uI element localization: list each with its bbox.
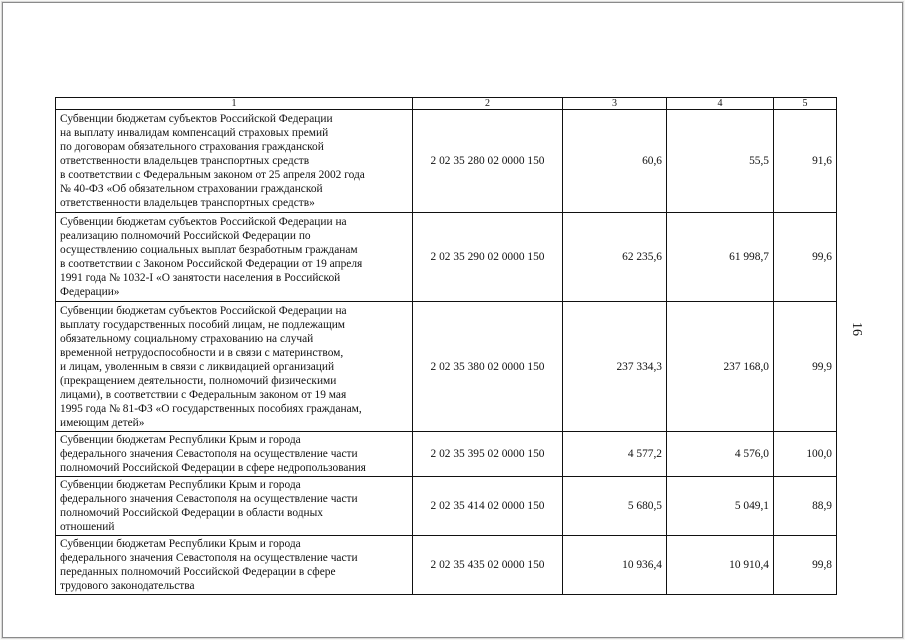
column-header-1: 1 bbox=[56, 98, 413, 110]
row-budget-code: 2 02 35 414 02 0000 150 bbox=[413, 477, 563, 536]
table-row bbox=[56, 213, 837, 302]
row-value-col4: 61 998,7 bbox=[667, 213, 774, 302]
row-budget-code: 2 02 35 395 02 0000 150 bbox=[413, 432, 563, 477]
table-row bbox=[56, 477, 837, 536]
table-row bbox=[56, 536, 837, 595]
table-row bbox=[56, 302, 837, 432]
row-value-col5: 99,9 bbox=[774, 302, 837, 432]
column-header-5: 5 bbox=[774, 98, 837, 110]
row-description: Субвенции бюджетам субъектов Российской Федерации на выплату инвалидам компенсаций страховых премий по договорам обязательного страхования гражданской ответственности владельцев транспортных средств в соответствии с Федеральным законом от 25 апреля 2002 года № 40-ФЗ «Об обязательном страховании гражданской ответственности владельцев транспортных средств» bbox=[56, 110, 413, 213]
row-value-col3: 237 334,3 bbox=[563, 302, 667, 432]
column-header-4: 4 bbox=[667, 98, 774, 110]
row-budget-code: 2 02 35 435 02 0000 150 bbox=[413, 536, 563, 595]
row-value-col4: 10 910,4 bbox=[667, 536, 774, 595]
row-value-col3: 60,6 bbox=[563, 110, 667, 213]
row-budget-code: 2 02 35 280 02 0000 150 bbox=[413, 110, 563, 213]
table-row bbox=[56, 110, 837, 213]
row-value-col3: 62 235,6 bbox=[563, 213, 667, 302]
row-value-col4: 5 049,1 bbox=[667, 477, 774, 536]
column-header-3: 3 bbox=[563, 98, 667, 110]
row-budget-code: 2 02 35 380 02 0000 150 bbox=[413, 302, 563, 432]
row-description: Субвенции бюджетам субъектов Российской Федерации на выплату государственных пособий лицам, не подлежащим обязательному социальному страхованию на случай временной нетрудоспособности и в связи с материнством, и лицам, уволенным в связи с ликвидацией организаций (прекращением деятельности, полномочий физическими лицами), в соответствии с Федеральным законом от 19 мая 1995 года № 81-ФЗ «О государственных пособиях гражданам, имеющим детей» bbox=[56, 302, 413, 432]
row-value-col5: 99,8 bbox=[774, 536, 837, 595]
column-number-row bbox=[56, 98, 837, 110]
row-value-col4: 55,5 bbox=[667, 110, 774, 213]
row-value-col5: 91,6 bbox=[774, 110, 837, 213]
budget-table bbox=[55, 97, 837, 595]
row-description: Субвенции бюджетам Республики Крым и города федерального значения Севастополя на осуществление части переданных полномочий Российской Федерации в сфере трудового законодательства bbox=[56, 536, 413, 595]
row-description: Субвенции бюджетам субъектов Российской Федерации на реализацию полномочий Российской Федерации по осуществлению социальных выплат безработным гражданам в соответствии с Законом Российской Федерации от 19 апреля 1991 года № 1032-I «О занятости населения в Российской Федерации» bbox=[56, 213, 413, 302]
table-row bbox=[56, 432, 837, 477]
row-description: Субвенции бюджетам Республики Крым и города федерального значения Севастополя на осуществление части полномочий Российской Федерации в сфере недропользования bbox=[56, 432, 413, 477]
row-description: Субвенции бюджетам Республики Крым и города федерального значения Севастополя на осуществление части полномочий Российской Федерации в области водных отношений bbox=[56, 477, 413, 536]
row-value-col3: 4 577,2 bbox=[563, 432, 667, 477]
row-value-col5: 99,6 bbox=[774, 213, 837, 302]
row-value-col4: 4 576,0 bbox=[667, 432, 774, 477]
row-value-col5: 100,0 bbox=[774, 432, 837, 477]
page-number: 16 bbox=[849, 322, 864, 336]
row-value-col4: 237 168,0 bbox=[667, 302, 774, 432]
column-header-2: 2 bbox=[413, 98, 563, 110]
row-value-col3: 10 936,4 bbox=[563, 536, 667, 595]
row-value-col5: 88,9 bbox=[774, 477, 837, 536]
row-budget-code: 2 02 35 290 02 0000 150 bbox=[413, 213, 563, 302]
row-value-col3: 5 680,5 bbox=[563, 477, 667, 536]
document-page bbox=[2, 2, 903, 638]
